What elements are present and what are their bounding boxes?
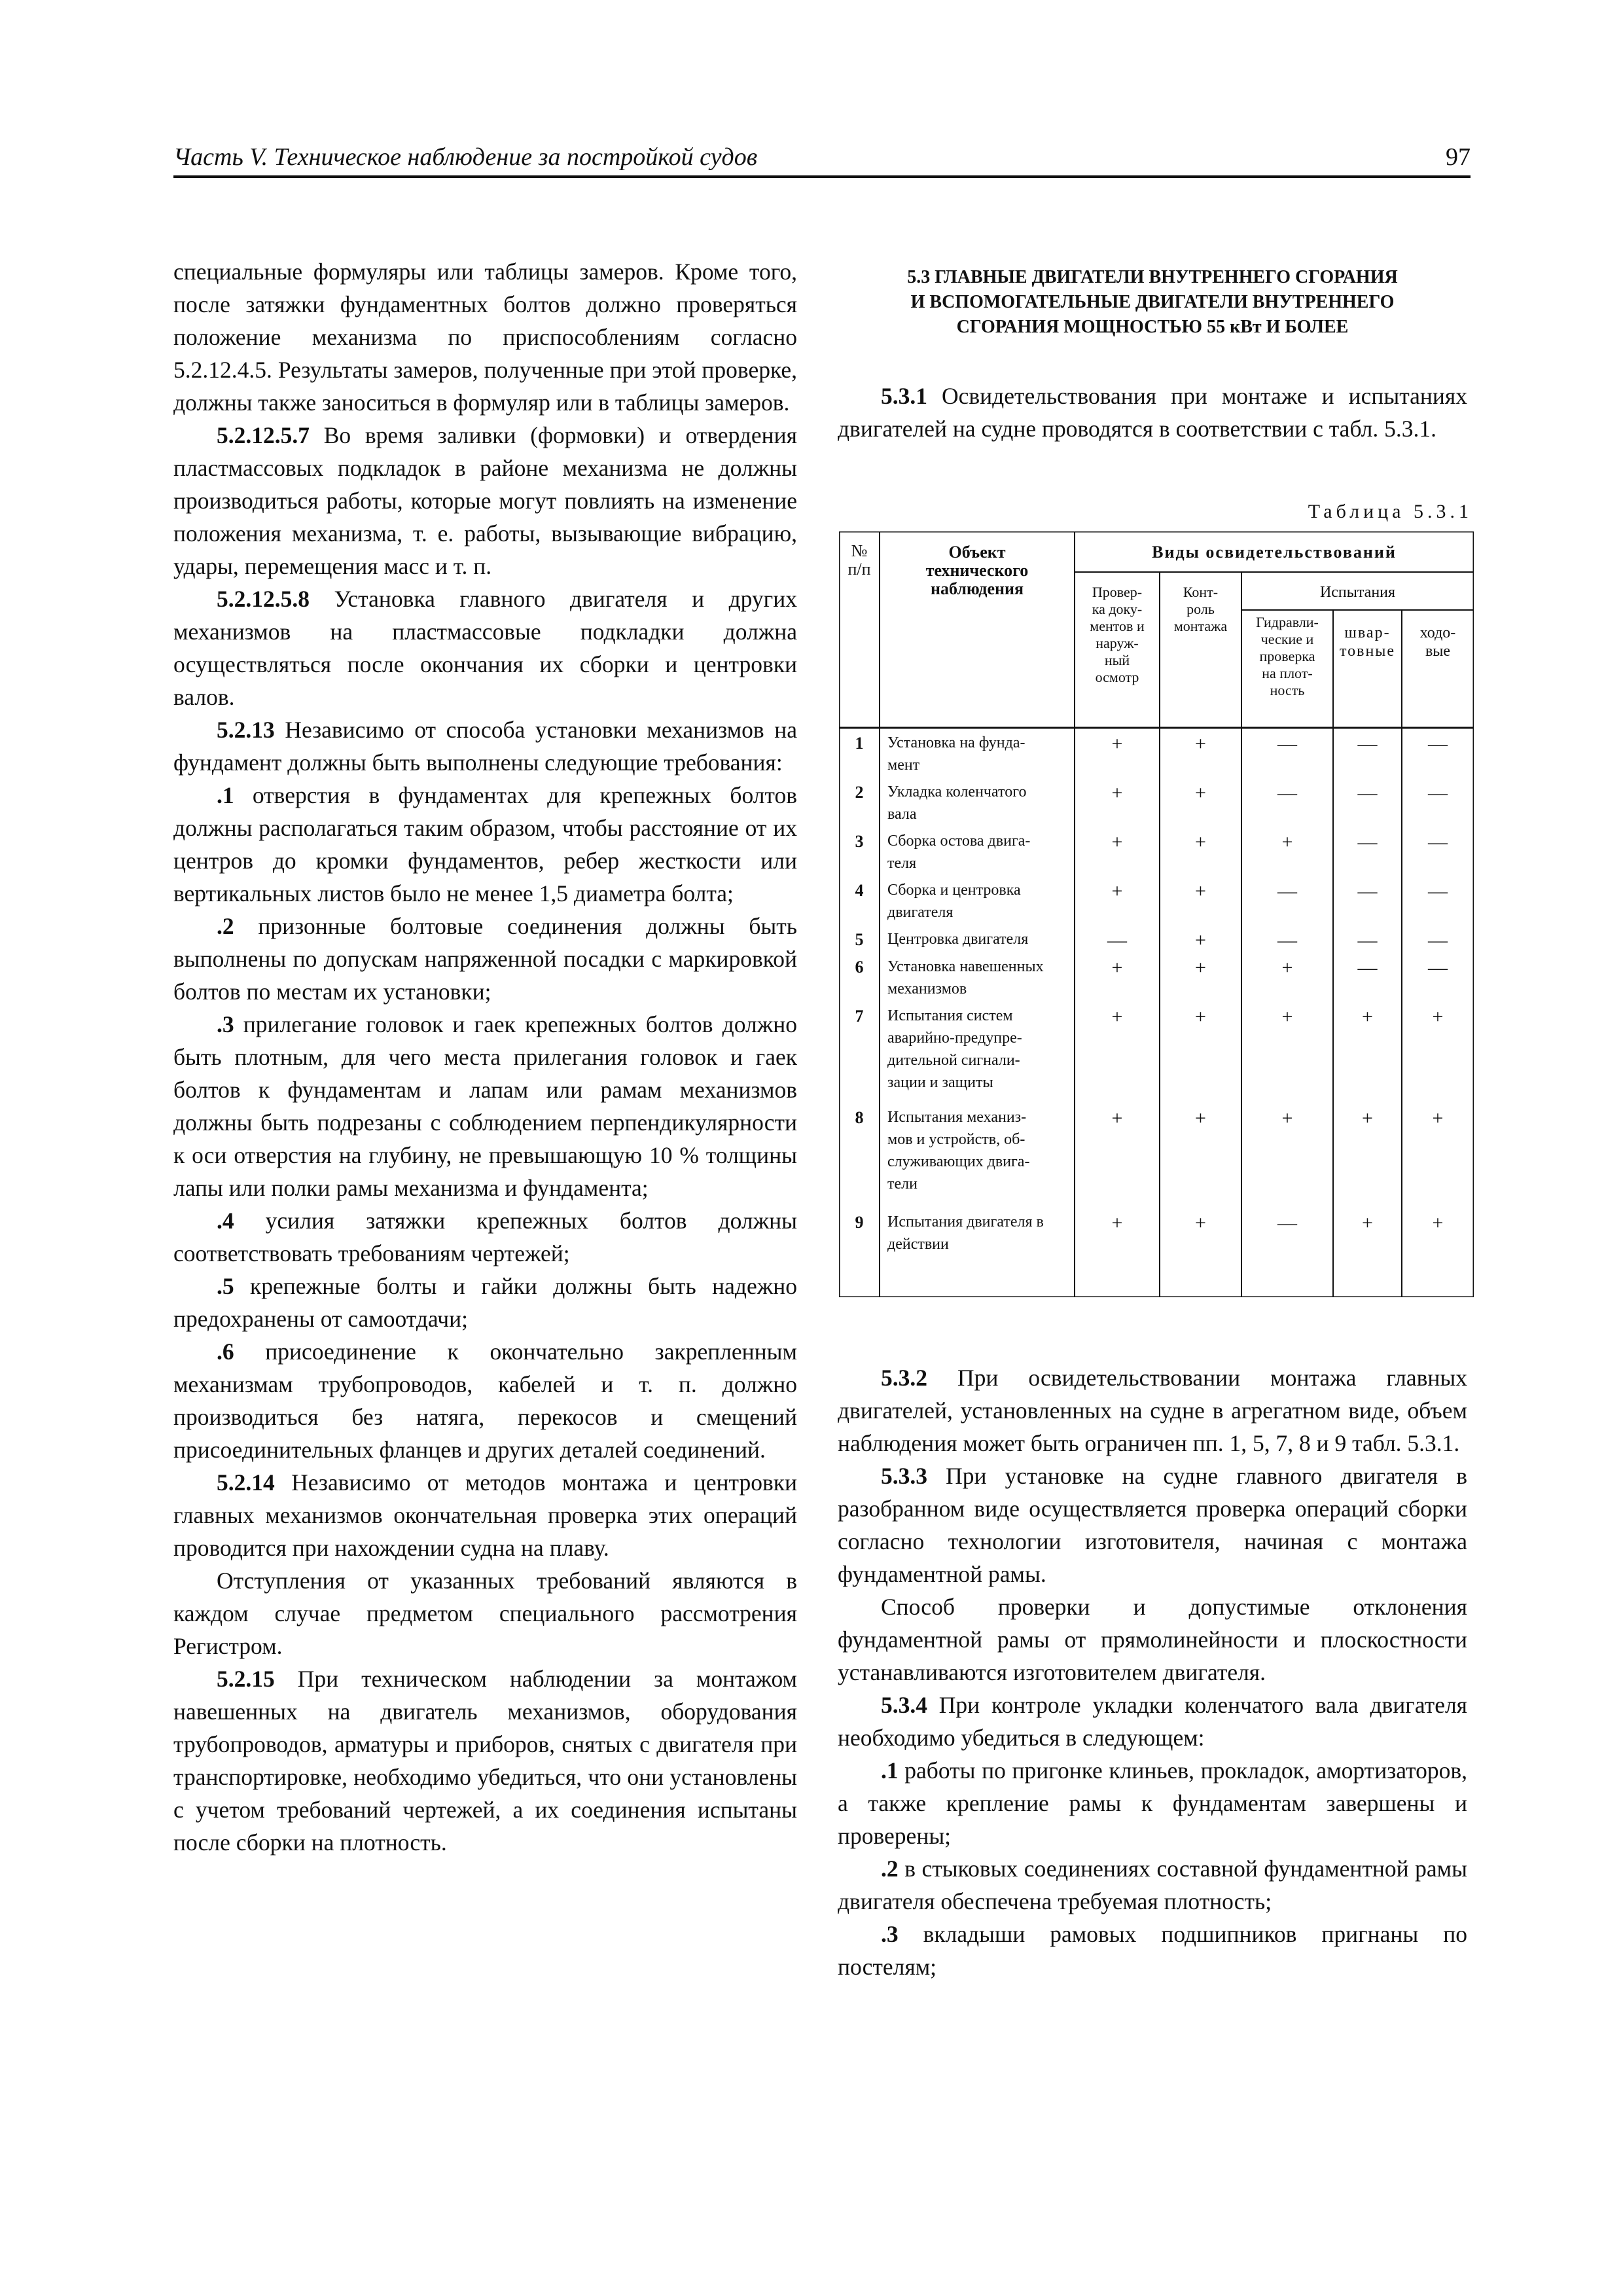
row-mark: + [1362,1006,1373,1028]
row-mark: + [1281,1006,1293,1028]
paragraph-text: При освидетельствовании монтажа главных двигателей, установленных на судне в агрегатном виде, объем наблюдения может быть ограничен пп. 1, 5, 7, 8 и 9 табл. 5.3.1. [838,1365,1467,1456]
section-title-line: СГОРАНИЯ МОЩНОСТЬЮ 55 кВт И БОЛЕЕ [956,317,1349,337]
header-inspection-kinds: Виды освидетельствований [1152,543,1397,562]
row-mark: — [1357,880,1378,902]
right-column-bottom [838,1361,1467,1983]
row-mark: — [1357,782,1378,804]
item-number: .2 [881,1856,899,1882]
page-number: 97 [1446,143,1471,171]
list-item [173,779,797,910]
paragraph [838,1689,1467,1754]
row-mark: + [1111,957,1123,978]
row-mark: + [1432,1006,1444,1028]
row-mark: + [1281,957,1293,978]
item-number: .5 [217,1273,234,1299]
row-object: Укладка коленчатого вала [887,783,1027,823]
row-mark: — [1428,880,1448,902]
item-number: .4 [217,1208,234,1234]
row-mark: + [1432,1212,1444,1234]
row-mark: + [1111,1212,1123,1234]
row-mark: — [1277,929,1297,951]
row-number: 5 [855,930,864,949]
clause-number: 5.2.15 [217,1666,275,1692]
item-text: работы по пригонке клиньев, прокладок, амортизаторов, а также крепление рамы к фундаментам завершены и проверены; [838,1757,1467,1849]
row-number: 7 [855,1007,864,1026]
row-mark: + [1195,782,1206,804]
row-mark: + [1432,1107,1444,1129]
running-title: Часть V. Техническое наблюдение за постройкой судов [173,143,758,171]
item-text: крепежные болты и гайки должны быть надежно предохранены от самоотдачи; [173,1273,797,1332]
left-column [173,255,797,1859]
row-object: Центровка двигателя [887,931,1029,948]
row-mark: + [1111,831,1123,853]
paragraph: Способ проверки и допустимые отклонения фундаментной рамы от прямолинейности и плоскостности устанавливаются изготовителем двигателя. [838,1594,1467,1685]
row-mark: + [1195,733,1206,755]
paragraph-text: Независимо от способа установки механизмов на фундамент должны быть выполнены следующие требования: [173,717,797,776]
row-mark: — [1428,957,1448,978]
row-mark: + [1111,782,1123,804]
header-no: № п/п [847,541,871,579]
row-mark: — [1277,782,1297,804]
clause-number: 5.3.1 [881,383,927,409]
paragraph-text: Установка главного двигателя и других механизмов на пластмассовые подкладки должна осуществляться после окончания их сборки и центровки валов. [173,586,797,710]
item-text: вкладыши рамовых подшипников пригнаны по постелям; [838,1921,1467,1980]
row-mark: + [1195,929,1206,951]
paragraph-text: Независимо от методов монтажа и центровки главных механизмов окончательная проверка этих операций проводится при нахождении судна на плаву. [173,1469,797,1561]
header-object: Объект технического наблюдения [925,543,1029,598]
row-object: Испытания механиз-мов и устройств, об-служивающих двига-тели [887,1109,1030,1193]
paragraph-text: При контроле укладки коленчатого вала двигателя необходимо убедиться в следующем: [838,1692,1467,1751]
row-mark: — [1428,831,1448,853]
row-mark: + [1111,733,1123,755]
row-mark: + [1195,1006,1206,1028]
list-item [173,1008,797,1204]
table-caption: Таблица 5.3.1 [1308,501,1472,522]
paragraph [838,1361,1467,1460]
row-mark: — [1357,831,1378,853]
row-mark: + [1111,1006,1123,1028]
row-mark: + [1111,880,1123,902]
section-title [838,265,1467,340]
row-mark: — [1357,957,1378,978]
row-number: 9 [855,1213,864,1232]
item-text: в стыковых соединениях составной фундаментной рамы двигателя обеспечена требуемая плотность; [838,1856,1467,1914]
list-item [838,1918,1467,1983]
list-item [838,1852,1467,1918]
section-title-line: 5.3 ГЛАВНЫЕ ДВИГАТЕЛИ ВНУТРЕННЕГО СГОРАНИЯ [907,267,1398,287]
paragraph [173,1466,797,1564]
row-number: 3 [855,832,864,851]
header-mounting: Конт-роль монтажа [1173,584,1228,634]
row-number: 4 [855,881,864,900]
clause-number: 5.3.2 [881,1365,927,1391]
paragraph-text: При установке на судне главного двигателя в разобранном виде осуществляется проверка операций сборки согласно технологии изготовителя, начиная с монтажа фундаментной рамы. [838,1463,1467,1587]
clause-number: 5.2.13 [217,717,275,743]
page-header [173,143,1471,177]
paragraph [173,419,797,583]
item-text: усилия затяжки крепежных болтов должны соответствовать требованиям чертежей; [173,1208,797,1266]
list-item [173,910,797,1008]
row-mark: + [1281,831,1293,853]
clause-number: 5.2.12.5.7 [217,422,310,448]
item-number: .1 [881,1757,899,1784]
paragraph: специальные формуляры или таблицы замеров. Кроме того, после затяжки фундаментных болтов должно проверяться положение механизма по приспособлениям согласно 5.2.12.4.5. Результаты замеров, полученные при этой проверке, должны также заноситься в формуляр или в таблицы замеров. [173,259,797,416]
clause-number: 5.2.12.5.8 [217,586,310,612]
item-number: .1 [217,782,234,808]
row-object: Установка навешенных механизмов [887,958,1044,997]
inspection-table [839,531,1474,1297]
header-documents: Провер-ка доку-ментов и наруж-ный осмотр [1090,584,1145,685]
row-object: Сборка остова двига-теля [887,833,1031,872]
section-title-line: И ВСПОМОГАТЕЛЬНЫЕ ДВИГАТЕЛИ ВНУТРЕННЕГО [910,292,1395,312]
paragraph [838,380,1467,445]
list-item [173,1270,797,1335]
item-text: присоединение к окончательно закрепленным механизмам трубопроводов, кабелей и т. п. должно производиться без натяга, перекосов и смещений присоединительных фланцев и других деталей соединений. [173,1338,797,1463]
row-mark: — [1277,880,1297,902]
header-tests: Испытания [1319,584,1396,601]
paragraph [173,1662,797,1859]
item-text: призонные болтовые соединения должны быть выполнены по допускам напряженной посадки с маркировкой болтов по местам их установки; [173,913,797,1005]
item-number: .2 [217,913,234,939]
header-mooring: швар-товные [1339,624,1396,660]
row-mark: + [1195,1212,1206,1234]
item-number: .3 [217,1011,234,1037]
header-sea-trials: ходо-вые [1419,624,1456,660]
row-mark: + [1111,1107,1123,1129]
header-hydraulic: Гидравли-ческие и проверка на плот-ность [1256,614,1319,698]
row-mark: — [1277,1212,1297,1234]
row-mark: + [1195,880,1206,902]
paragraph [173,713,797,779]
row-mark: + [1362,1212,1373,1234]
row-number: 6 [855,958,864,977]
paragraph-text: Освидетельствования при монтаже и испытаниях двигателей на судне проводятся в соответствии с табл. 5.3.1. [838,383,1467,442]
paragraph-text: При техническом наблюдении за монтажом навешенных на двигатель механизмов, оборудования трубопроводов, арматуры и приборов, снятых с двигателя при транспортировке, необходимо убедиться, что они установлены с учетом требований чертежей, а их соединения испытаны после сборки на плотность. [173,1666,797,1856]
right-column-top [838,380,1467,445]
row-number: 1 [855,734,864,753]
item-number: .6 [217,1338,234,1365]
row-object: Установка на фунда-мент [887,734,1026,774]
item-text: прилегание головок и гаек крепежных болтов должно быть плотным, для чего места прилегания головок и гаек болтов к фундаментам и лапам или рамам механизмов должны быть подрезаны с соблюдением перпендикулярности к оси отверстия на глубину, не превышающую 10 % толщины лапы или полки рамы механизма и фундамента; [173,1011,797,1201]
row-mark: — [1428,929,1448,951]
row-mark: — [1277,733,1297,755]
row-mark: — [1107,929,1127,951]
row-mark: + [1195,1107,1206,1129]
row-mark: + [1195,957,1206,978]
clause-number: 5.2.14 [217,1469,275,1496]
list-item [838,1754,1467,1852]
row-object: Испытания двигателя в действии [887,1213,1044,1253]
row-number: 2 [855,783,864,802]
row-object: Сборка и центровка двигателя [887,882,1021,921]
list-item [173,1204,797,1270]
row-mark: + [1195,831,1206,853]
paragraph-text: Во время заливки (формовки) и отвердения пластмассовых подкладок в районе механизма не должны производиться работы, которые могут повлиять на изменение положения механизма, т. е. работы, вызывающие вибрацию, удары, перемещения масс и т. п. [173,422,797,579]
row-mark: — [1357,733,1378,755]
row-mark: + [1281,1107,1293,1129]
clause-number: 5.3.4 [881,1692,927,1718]
clause-number: 5.3.3 [881,1463,927,1489]
row-object: Испытания систем аварийно-предупре-дительной сигнали-зации и защиты [887,1007,1022,1091]
row-mark: — [1428,782,1448,804]
row-mark: + [1362,1107,1373,1129]
paragraph [838,1460,1467,1590]
paragraph [173,583,797,713]
row-number: 8 [855,1108,864,1127]
list-item [173,1335,797,1466]
row-mark: — [1357,929,1378,951]
row-mark: — [1428,733,1448,755]
item-number: .3 [881,1921,899,1947]
header-rule [173,175,1471,178]
paragraph: Отступления от указанных требований являются в каждом случае предметом специального рассмотрения Регистром. [173,1568,797,1659]
item-text: отверстия в фундаментах для крепежных болтов должны располагаться таким образом, чтобы расстояние от их центров до кромки фундаментов, ребер жесткости или вертикальных листов было не менее 1,5 диаметра болта; [173,782,797,906]
